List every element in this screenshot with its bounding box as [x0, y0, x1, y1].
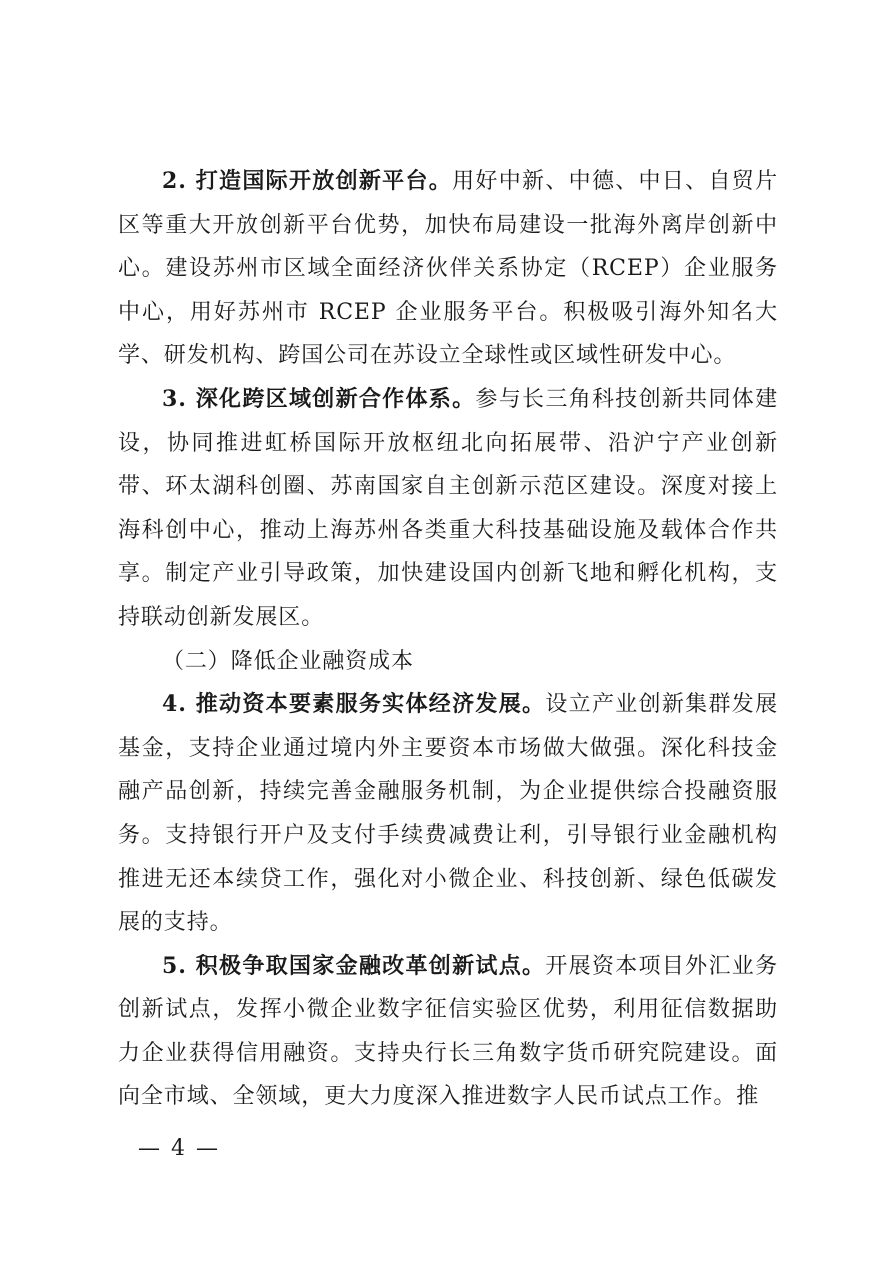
paragraph-2-lead: 2. 打造国际开放创新平台。 — [162, 168, 453, 194]
page-number: — 4 — — [138, 1136, 220, 1161]
document-page — [118, 160, 778, 1119]
paragraph-3-lead: 3. 深化跨区域创新合作体系。 — [162, 385, 476, 412]
paragraph-2 — [118, 160, 778, 378]
paragraph-4 — [118, 683, 778, 945]
section-heading: （二）降低企业融资成本 — [162, 648, 414, 674]
paragraph-5 — [118, 945, 778, 1119]
paragraph-5-body: 开展资本项目外汇业务创新试点，发挥小微企业数字征信实验区优势，利用征信数据助力企业获得信用融资。支持央行长三角数字货币研究院建设。面向全市域、全领域，更大力度深入推进数字人民币试点工作。推 — [118, 953, 778, 1110]
paragraph-5-lead: 5. 积极争取国家金融改革创新试点。 — [162, 952, 546, 979]
paragraph-2-body: 用好中新、中德、中日、自贸片区等重大开放创新平台优势，加快布局建设一批海外离岸创新中心。建设苏州市区域全面经济伙伴关系协定（RCEP）企业服务中心，用好苏州市 RCEP 企业服务平台。积极吸引海外知名大学、研发机构、跨国公司在苏设立全球性或区域性研发中心。 — [118, 169, 778, 369]
paragraph-4-lead: 4. 推动资本要素服务实体经济发展。 — [162, 691, 546, 718]
paragraph-3 — [118, 378, 778, 640]
paragraph-3-body: 参与长三角科技创新共同体建设，协同推进虹桥国际开放枢纽北向拓展带、沿沪宁产业创新带、环太湖科创圈、苏南国家自主创新示范区建设。深度对接上海科创中心，推动上海苏州各类重大科技基础设施及载体合作共享。制定产业引导政策，加快建设国内创新飞地和孵化机构，支持联动创新发展区。 — [118, 386, 778, 630]
paragraph-4-body: 设立产业创新集群发展基金，支持企业通过境内外主要资本市场做大做强。深化科技金融产品创新，持续完善金融服务机制，为企业提供综合投融资服务。支持银行开户及支付手续费减费让利，引导银行业金融机构推进无还本续贷工作，强化对小微企业、科技创新、绿色低碳发展的支持。 — [118, 692, 778, 936]
